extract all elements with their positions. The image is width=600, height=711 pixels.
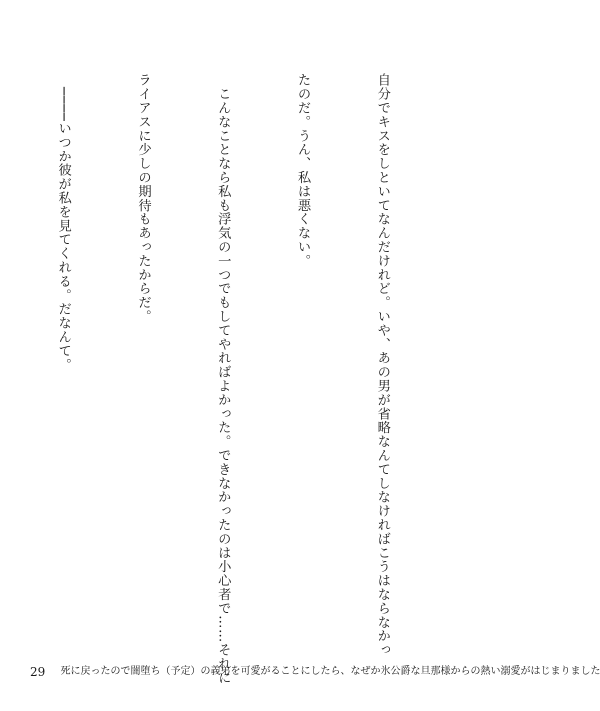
page-footer [30,664,600,680]
text-line: 自分でキスをしといてなんだけれど。いや、あの男が省略なんてしなければこうはならなかっ [374,73,390,657]
running-title: 死に戻ったので闇堕ち（予定）の義弟を可愛がることにしたら、なぜか氷公爵な旦那様からの熱い溺愛がはじまりました [60,666,600,677]
text-line: ライアスに少しの期待もあったからだ。 [135,73,151,324]
text-line: たのだ。うん、私は悪くない。 [295,73,311,268]
page-number: 29 [30,665,46,679]
text-line: こんなことなら私も浮気の一つでもしてやればよかった。できなかったのは小心者で……それに [215,73,231,685]
text-line: ────いつか彼が私を見てくれる。だなんて。 [55,73,71,372]
